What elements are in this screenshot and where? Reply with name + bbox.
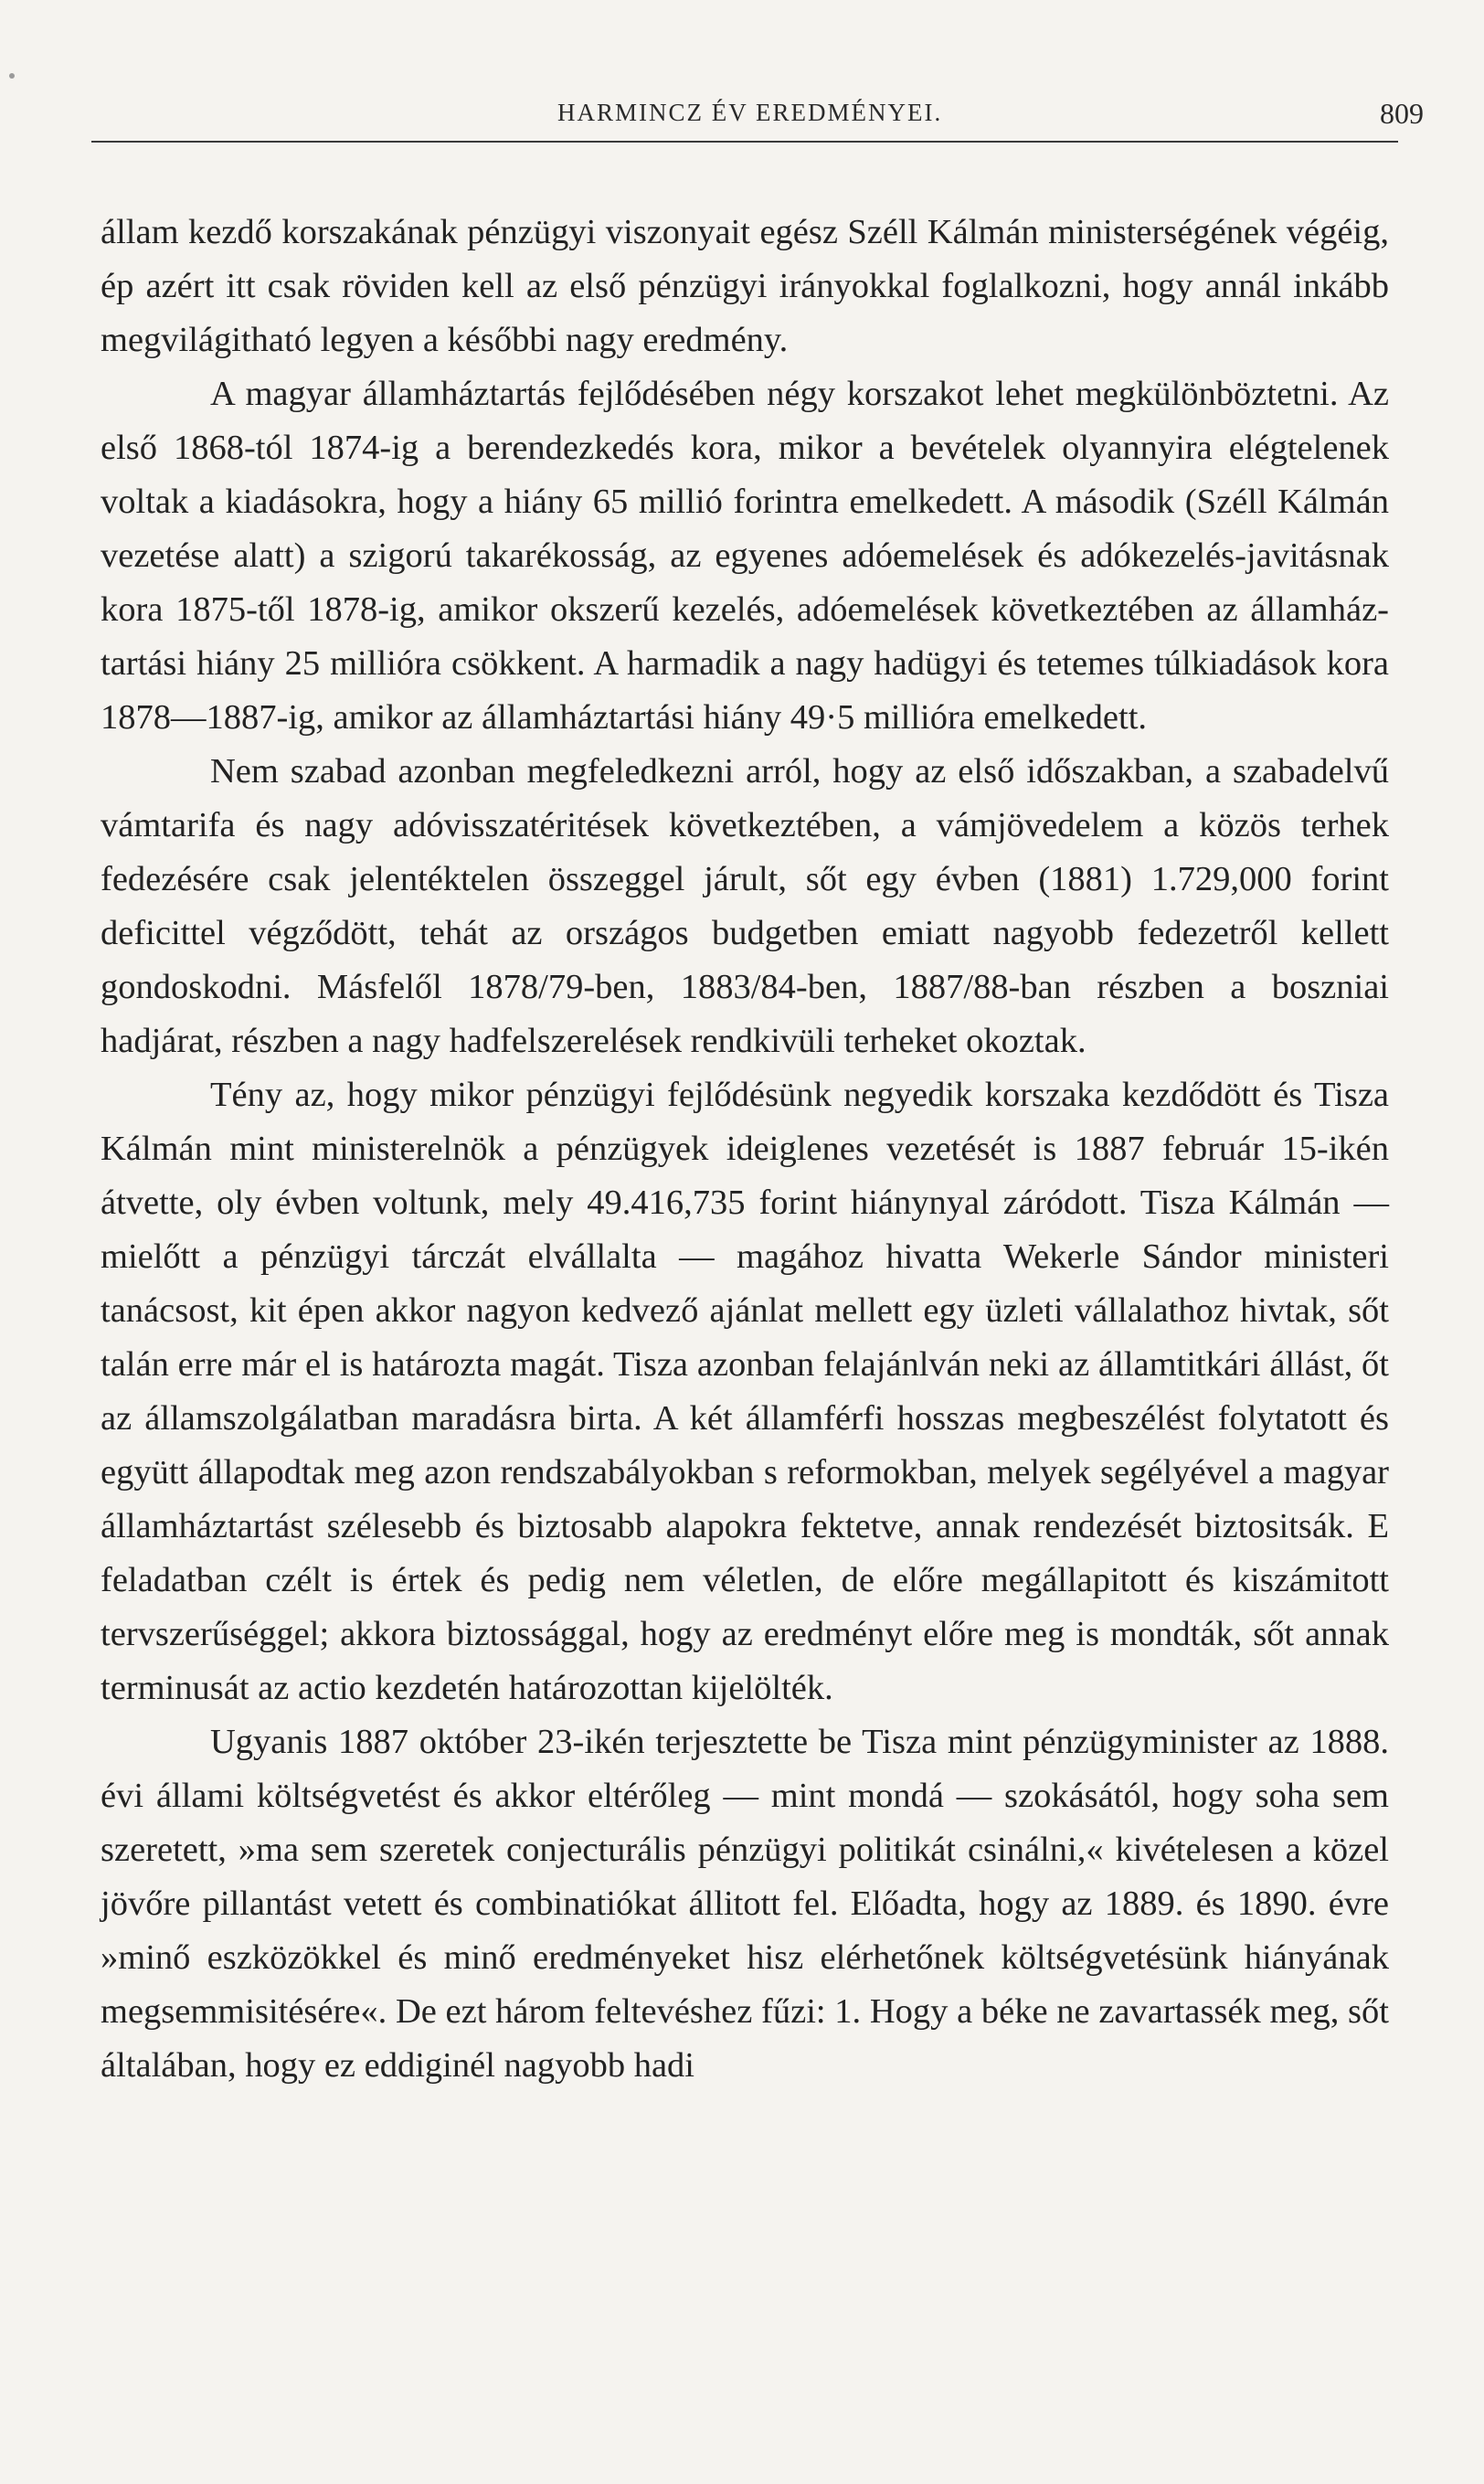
page-header [91, 93, 1424, 148]
paragraph-4: Tény az, hogy mikor pénzügyi fejlődésünk negyedik korszaka kezdődött és Tisza Kálmán mint ministerelnök a pénzügyek ideiglenes vezetését is 1887 február 15-ikén átvette, oly évben voltunk, mely 49.416,735 forint hiánynyal záródott. Tisza Kálmán — mielőtt a pénzügyi tárczát elvállalta — magához hivatta Wekerle Sándor ministeri tanácsost, kit épen akkor nagyon kedvező ajánlat mellett egy üzleti vállalathoz hivtak, sőt talán erre már el is határozta magát. Tisza azonban felajánlván neki az államtitkári állást, őt az államszolgálatban maradásra birta. A két államférfi hosszas megbeszélést folytatott és együtt állapodtak meg azon rendszabályokban s reformokban, melyek segélyével a magyar államháztartást szélesebb és biztosabb alapokra fektetve, annak rendezését biztositsák. E feladatban czélt is értek és pedig nem véletlen, de előre megállapitott és kiszámitott tervszerűséggel; akkora biztossággal, hogy az eredményt előre meg is mondták, sőt annak terminusát az actio kezdetén határozottan kijelölték. [101, 1076, 1389, 1707]
running-head: HARMINCZ ÉV EREDMÉNYEI. [557, 99, 943, 126]
paragraph-5: Ugyanis 1887 október 23-ikén terjesztette be Tisza mint pénzügyminister az 1888. évi állami költségvetést és akkor eltérőleg — mint mondá — szokásától, hogy soha sem szeretett, »ma sem szeretek conjecturális pénzügyi politikát csinálni,« kivételesen a közel jövőre pillantást vetett és combinatiókat állitott fel. Előadta, hogy az 1889. és 1890. évre »minő eszközökkel és minő eredményeket hisz elérhetőnek költségvetésünk hiányának megsemmisitésére«. De ezt három feltevéshez fűzi: 1. Hogy a béke ne zavartassék meg, sőt általában, hogy ez eddiginél nagyobb hadi [101, 1723, 1389, 2085]
paragraph-2: A magyar államháztartás fejlődésében négy korszakot lehet megkülönböztetni. Az első 1868-tól 1874-ig a berendezkedés kora, mikor a bevételek olyannyira elégtelenek voltak a kiadásokra, hogy a hiány 65 millió forintra emelkedett. A második (Széll Kálmán vezetése alatt) a szigorú takarékosság, az egyenes adóemelések és adókezelés-javitásnak kora 1875-től 1878-ig, amikor okszerű kezelés, adóemelések következtében az államháztartási hiány 25 millióra csökkent. A harmadik a nagy hadügyi és tetemes túlkiadások kora 1878—1887-ig, amikor az államháztartási hiány 49·5 millióra emelkedett. [101, 375, 1389, 737]
margin-speck [9, 73, 15, 79]
page-number: 809 [1380, 97, 1424, 130]
header-rule [91, 141, 1398, 143]
paragraph-1: állam kezdő korszakának pénzügyi viszonyait egész Széll Kálmán ministerségének végéig, ép azért itt csak röviden kell az első pénzügyi irányokkal foglalkozni, hogy annál inkább megvilágitható legyen a későbbi nagy eredmény. [101, 213, 1389, 359]
body-text [101, 206, 1389, 2093]
paragraph-3: Nem szabad azonban megfeledkezni arról, hogy az első időszakban, a szabadelvű vámtarifa és nagy adóvisszatéritések következtében, a vámjövedelem a közös terhek fedezésére csak jelentéktelen összeggel járult, sőt egy évben (1881) 1.729,000 forint deficittel végződött, tehát az országos budgetben emiatt nagyobb fedezetről kellett gondoskodni. Másfelől 1878/79-ben, 1883/84-ben, 1887/88-ban részben a boszniai hadjárat, részben a nagy hadfelszerelések rendkivüli terheket okoztak. [101, 752, 1389, 1060]
